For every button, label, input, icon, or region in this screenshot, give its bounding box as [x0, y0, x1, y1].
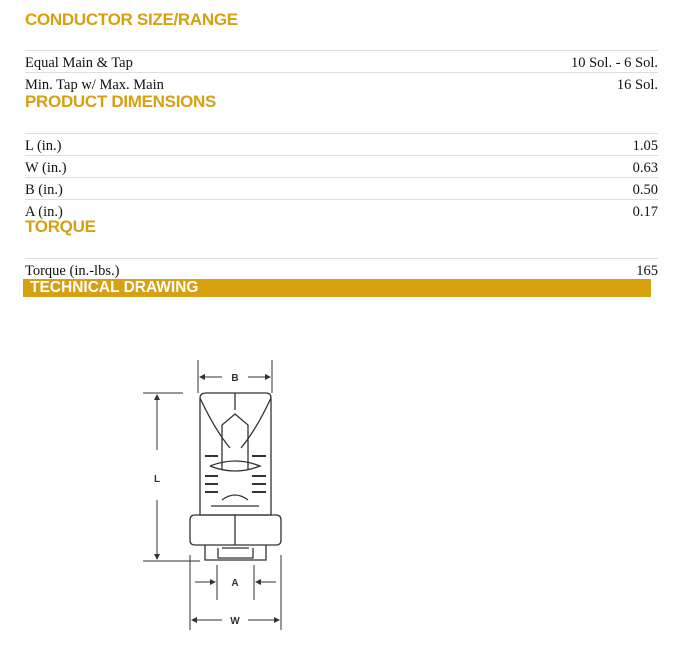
torque-heading: TORQUE [25, 217, 96, 236]
row-value: 16 Sol. [616, 77, 658, 93]
dimension-b [198, 360, 272, 393]
row-value: 1.05 [632, 138, 658, 154]
row-label: L (in.) [25, 138, 62, 154]
technical-drawing-heading: TECHNICAL DRAWING [23, 279, 651, 297]
connector-body [190, 393, 281, 560]
row-value: 165 [636, 263, 658, 279]
label-l: L [153, 474, 161, 485]
row-label: W (in.) [25, 160, 67, 176]
row-label: A (in.) [25, 204, 63, 220]
dimension-w [190, 555, 281, 630]
conductor-heading: CONDUCTOR SIZE/RANGE [25, 10, 238, 29]
label-a: A [231, 578, 239, 589]
row-label: Equal Main & Tap [25, 55, 133, 71]
label-w: W [230, 616, 240, 627]
row-label: Torque (in.-lbs.) [25, 263, 120, 279]
dimension-a [195, 565, 276, 600]
dimensions-heading: PRODUCT DIMENSIONS [25, 92, 217, 111]
row-value: 0.63 [632, 160, 658, 176]
row-label: Min. Tap w/ Max. Main [25, 77, 164, 93]
row-value: 0.50 [632, 182, 658, 198]
row-label: B (in.) [25, 182, 63, 198]
dimension-l [143, 393, 200, 561]
row-value: 10 Sol. - 6 Sol. [570, 55, 658, 71]
label-b: B [231, 373, 239, 384]
row-value: 0.17 [632, 204, 658, 220]
